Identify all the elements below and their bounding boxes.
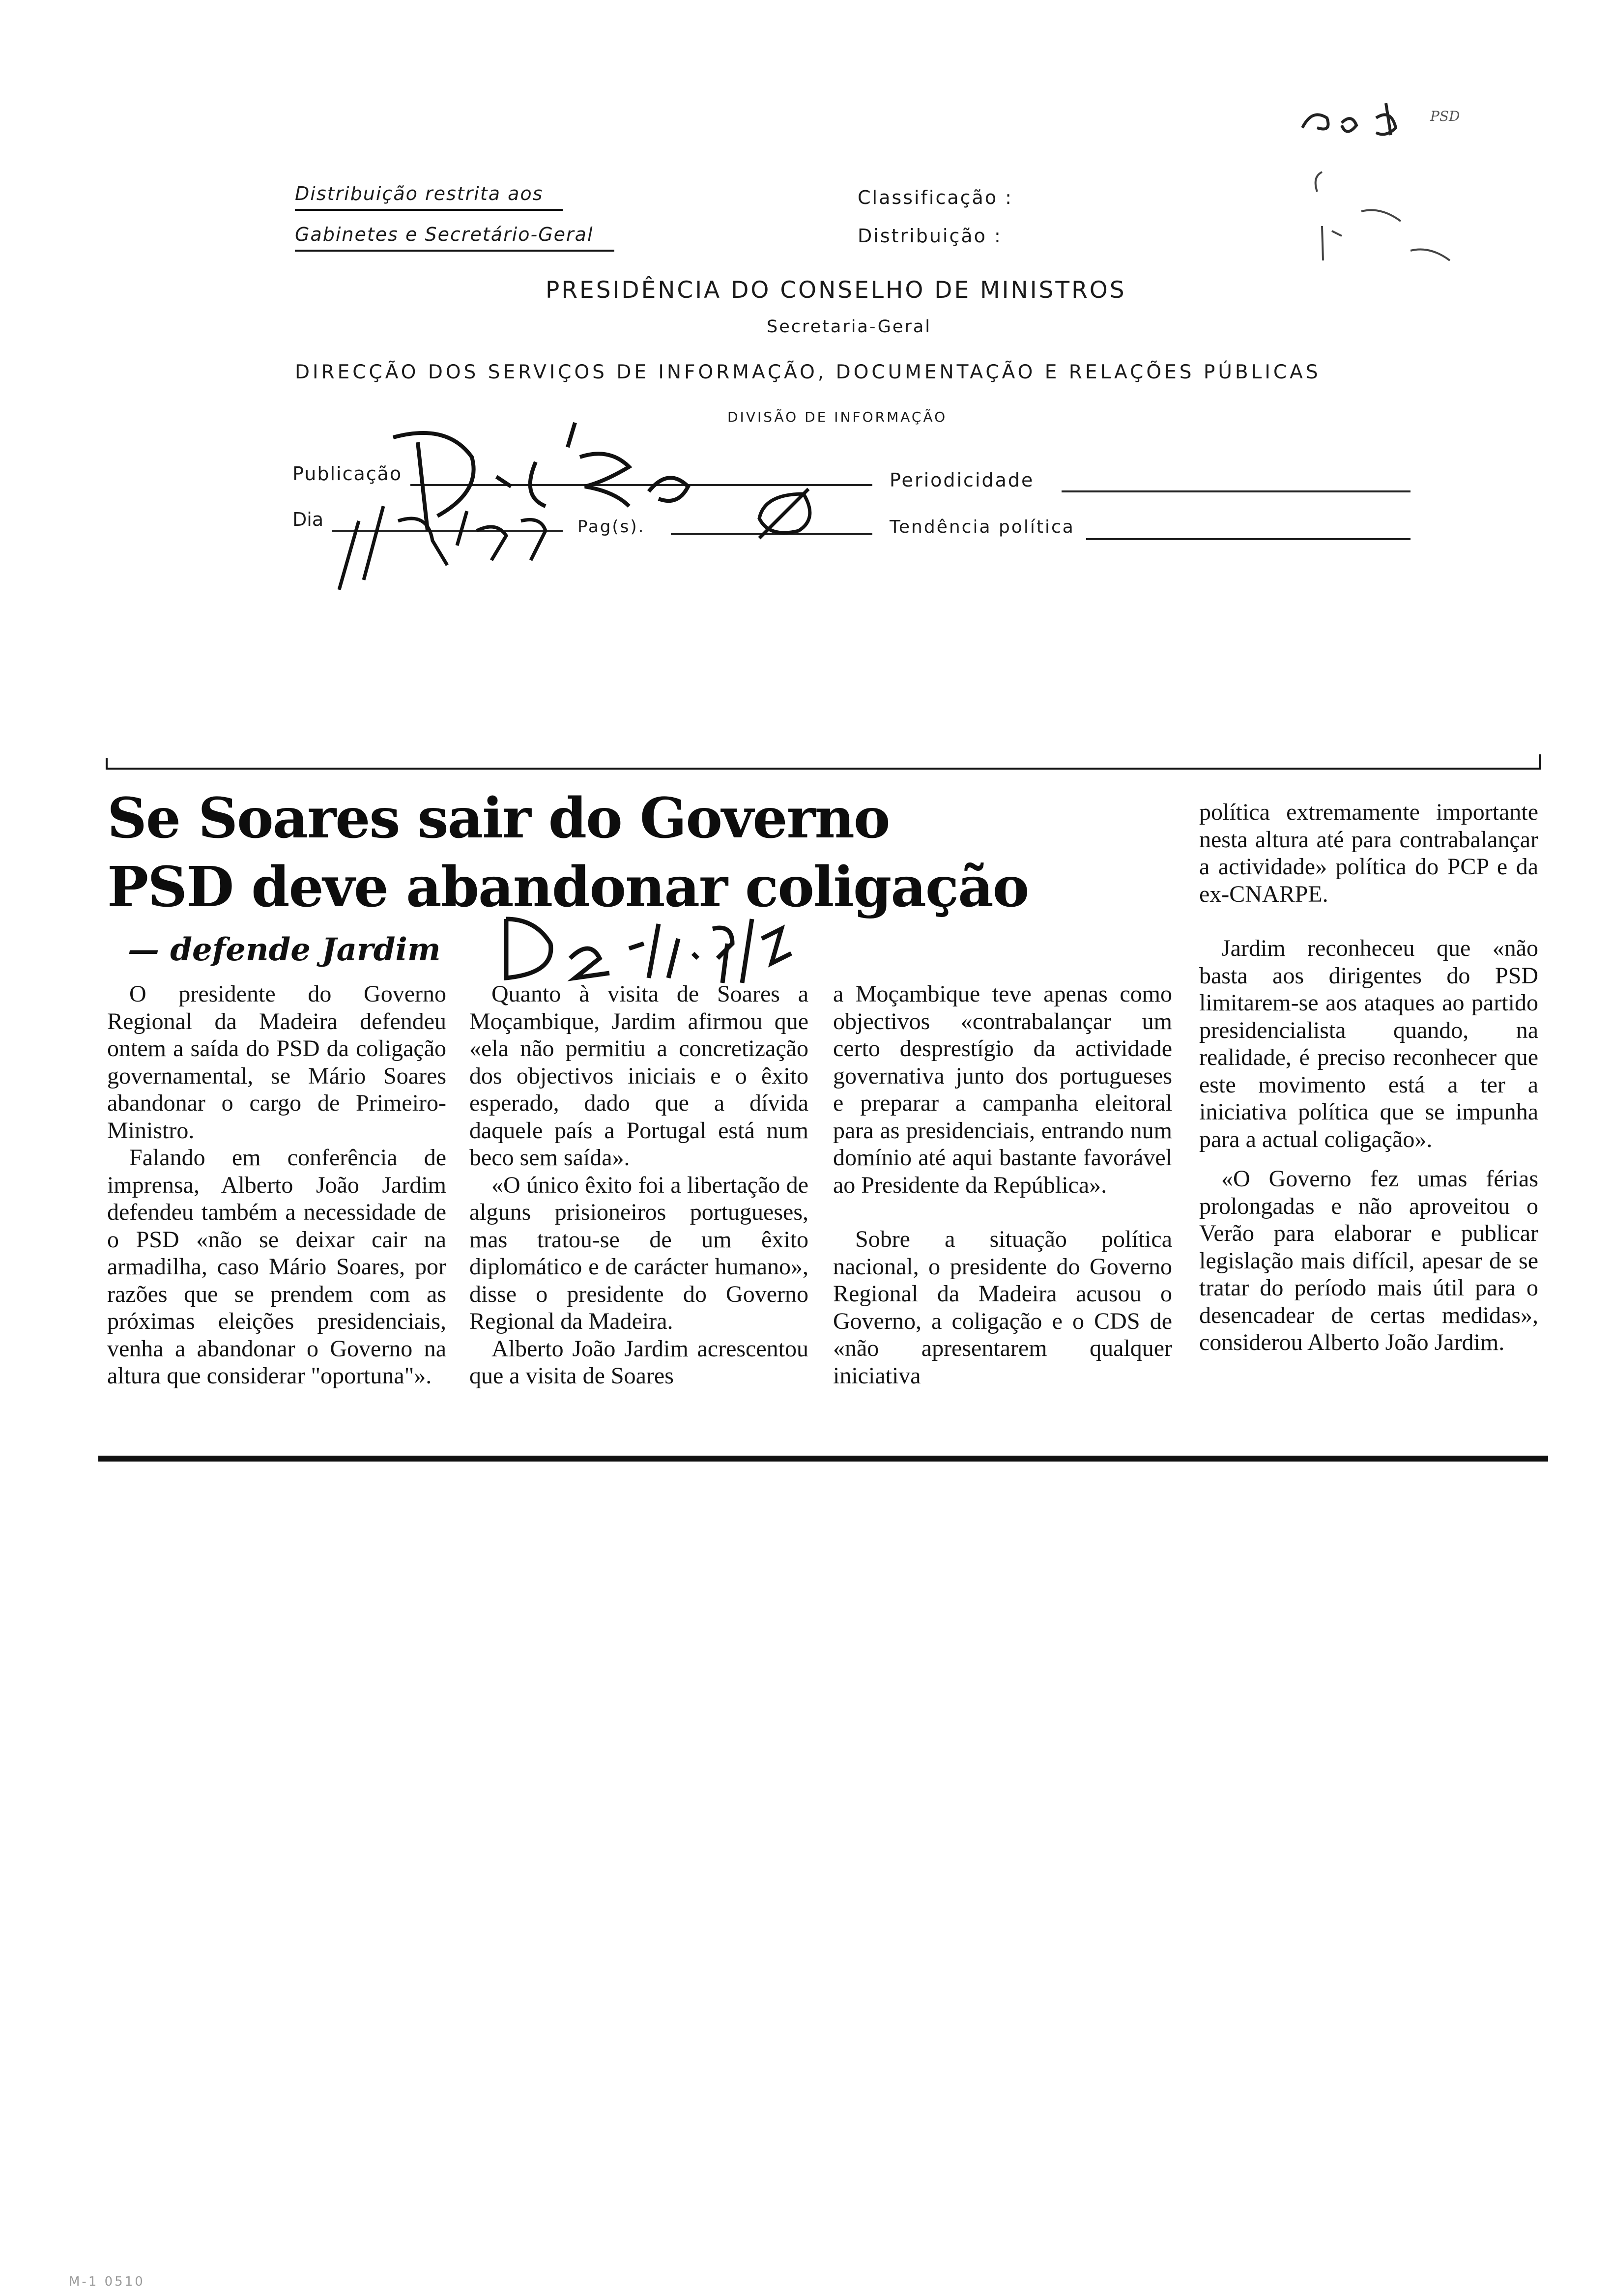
periodicidade-field-line [1062, 490, 1410, 492]
col1-paragraph-2: Falando em conferência de imprensa, Alberto João Jardim defendeu também a necessidade de o PSD «não se deixar cair na armadilha, caso Mário Soares, por razões que se prendem com as próximas eleições presidenciais, venha a abandonar o Governo na altura que considerar "oportuna"». [107, 1145, 446, 1389]
org-title: PRESIDÊNCIA DO CONSELHO DE MINISTROS [546, 277, 1126, 304]
org-subtitle: Secretaria-Geral [767, 317, 932, 337]
col2-paragraph-1: Quanto à visita de Soares a Moçambique, Jardim afirmou que «ela não permitiu a concretização dos objectivos iniciais e o êxito esperado, dado que a dívida daquele país a Portugal está num beco sem saída». [469, 981, 808, 1171]
publicacao-label: Publicação [292, 463, 403, 485]
direction-line: DIRECÇÃO DOS SERVIÇOS DE INFORMAÇÃO, DOCUMENTAÇÃO E RELAÇÕES PÚBLICAS [295, 361, 1321, 383]
tendencia-label: Tendência política [890, 517, 1075, 537]
margin-scribble-icon [1302, 162, 1499, 319]
handwritten-psd-note [1297, 98, 1460, 159]
restricted-underline-2 [295, 250, 614, 252]
col4-paragraph-3: «O Governo fez umas férias prolongadas e não aproveitou o Verão para elaborar e publicar legislação mais difícil, apesar de se tratar do período mais útil para o desencadear de certas medidas», considerou Alberto João Jardim. [1199, 1166, 1538, 1355]
col3-paragraph-2: Sobre a situação política nacional, o presidente do Governo Regional da Madeira acusou o Governo, a coligação e o CDS de «não apresentarem qualquer iniciativa [833, 1226, 1172, 1389]
handwritten-psd-text: PSD [1430, 108, 1460, 124]
handwritten-margin-marks [1302, 162, 1499, 321]
dia-label: Dia [292, 509, 324, 530]
col2-paragraph-2: «O único êxito foi a libertação de alguns prisioneiros portugueses, mas tratou-se de um êxito diplomático e de carácter humano», disse o presidente do Governo Regional da Madeira. [469, 1172, 808, 1334]
division-line: DIVISÃO DE INFORMAÇÃO [727, 409, 948, 425]
clipping-top-rule [106, 768, 1541, 770]
handwritten-clip-date [496, 909, 821, 990]
col2-paragraph-3: Alberto João Jardim acrescentou que a visita de Soares [469, 1335, 808, 1389]
col4-paragraph-2: Jardim reconheceu que «não basta aos dirigentes do PSD limitarem-se aos ataques ao partido presidencialista quando, na realidade, é preciso reconhecer que este movimento está a ter a iniciativa política que se impunha para a actual coligação». [1199, 935, 1538, 1152]
col3-paragraph-1: a Moçambique teve apenas como objectivos «contrabalançar um certo desprestígio da actividade governativa junto dos portugueses e preparar a campanha eleitoral para as presidenciais, entrando num domínio até aqui bastante favorável ao Presidente da República». [833, 981, 1172, 1198]
handwritten-pags [745, 484, 823, 545]
article-column-2 [469, 980, 808, 1390]
tendencia-field-line [1086, 538, 1410, 540]
headline-line-2: PSD deve abandonar coligação [107, 855, 1029, 919]
restricted-underline-1 [295, 209, 563, 211]
article-column-3 [833, 980, 1172, 1389]
col1-paragraph-1: O presidente do Governo Regional da Madeira defendeu ontem a saída do PSD da coligação governamental, se Mário Soares abandonar o cargo de Primeiro-Ministro. [107, 981, 446, 1144]
footer-mark: M-1 0510 [69, 2274, 145, 2289]
distribuicao-label: Distribuição : [858, 225, 1002, 247]
periodicidade-label: Periodicidade [890, 469, 1035, 491]
classificacao-label: Classificação : [858, 187, 1013, 208]
col4-paragraph-1: política extremamente importante nesta altura até para contrabalançar a actividade» política do PCP e da ex-CNARPE. [1199, 799, 1538, 907]
handwritten-page-number-icon [745, 484, 823, 543]
article-column-1 [107, 980, 446, 1390]
handwritten-dia [319, 491, 614, 606]
handwritten-date-icon [319, 491, 614, 604]
handwritten-psd-icon [1297, 98, 1430, 157]
restricted-distribution-line2: Gabinetes e Secretário-Geral [295, 224, 594, 245]
clipping-bottom-rule [98, 1456, 1548, 1462]
pags-label: Pag(s). [577, 517, 645, 537]
clipping-top-rule-left-tick [106, 758, 108, 770]
subheadline: — defende Jardim [128, 931, 441, 968]
restricted-distribution-line1: Distribuição restrita aos [295, 183, 544, 204]
article-column-4 [1199, 799, 1538, 1356]
handwritten-clip-date-icon [496, 909, 821, 988]
headline-line-1: Se Soares sair do Governo [107, 786, 890, 851]
clipping-top-rule-right-tick [1539, 754, 1541, 770]
